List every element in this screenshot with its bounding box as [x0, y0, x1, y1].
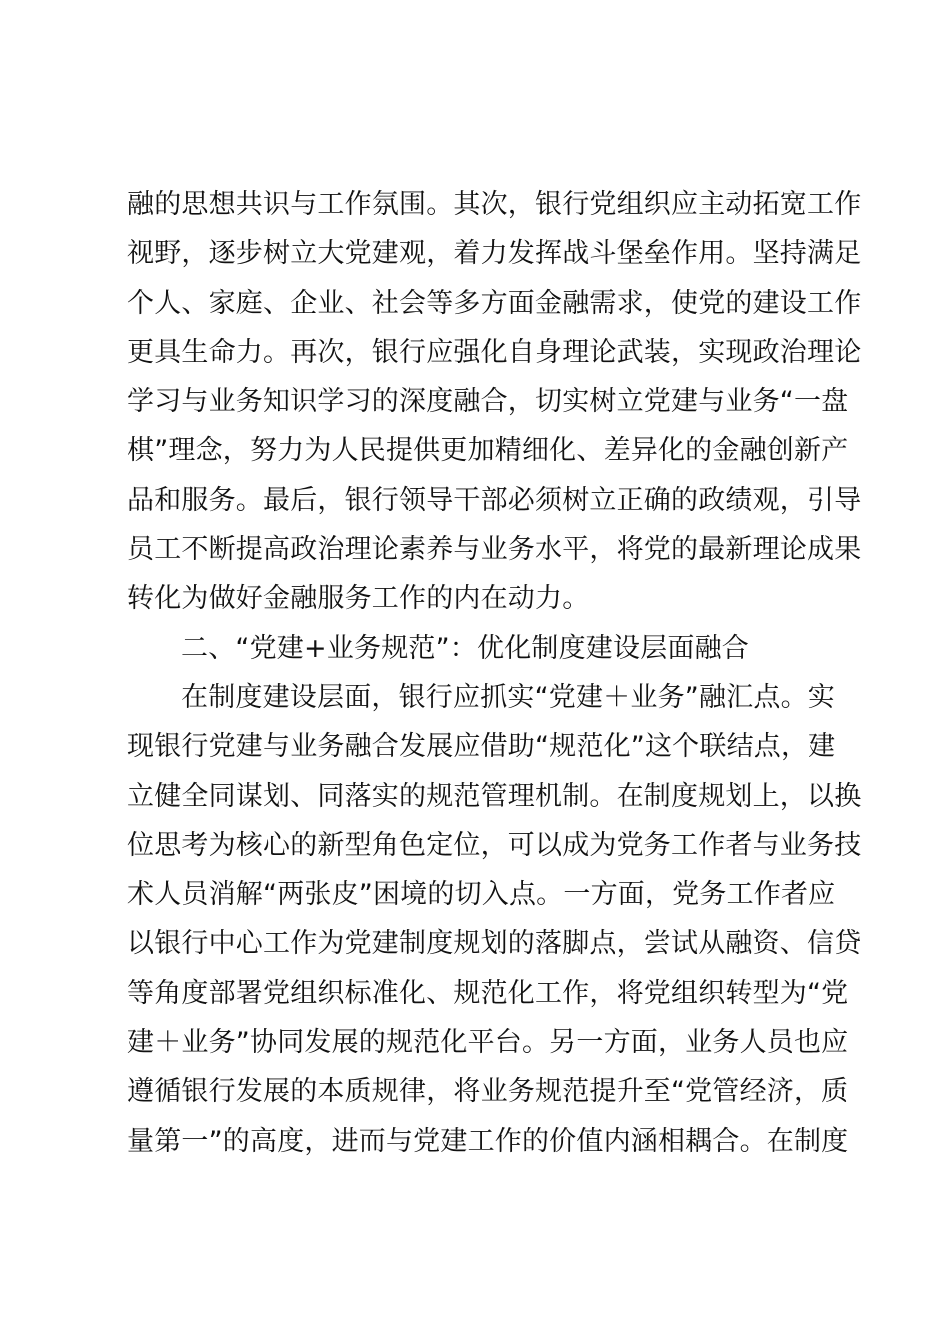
body-text — [127, 180, 862, 1166]
text-line: 视野，逐步树立大党建观，着力发挥战斗堡垒作用。坚持满足 — [127, 238, 862, 270]
text-line: 位思考为核心的新型角色定位，可以成为党务工作者与业务技 — [127, 829, 862, 861]
text-line: 更具生命力。再次，银行应强化自身理论武装，实现政治理论 — [127, 336, 862, 368]
text-line: 等角度部署党组织标准化、规范化工作，将党组织转型为“党 — [127, 977, 849, 1009]
text-line: 立健全同谋划、同落实的规范管理机制。在制度规划上，以换 — [127, 780, 862, 812]
text-line: 在制度建设层面，银行应抓实“党建＋业务”融汇点。实 — [181, 681, 835, 713]
text-line: 棋”理念，努力为人民提供更加精细化、差异化的金融创新产 — [127, 435, 849, 467]
text-line: 个人、家庭、企业、社会等多方面金融需求，使党的建设工作 — [127, 287, 862, 319]
text-line: 学习与业务知识学习的深度融合，切实树立党建与业务“一盘 — [127, 386, 849, 418]
text-line: 量第一”的高度，进而与党建工作的价值内涵相耦合。在制度 — [127, 1125, 849, 1157]
text-line: 品和服务。最后，银行领导干部必须树立正确的政绩观，引导 — [127, 484, 862, 516]
text-line: 建＋业务”协同发展的规范化平台。另一方面，业务人员也应 — [127, 1027, 849, 1059]
text-line: 现银行党建与业务融合发展应借助“规范化”这个联结点，建 — [127, 731, 836, 763]
text-line: 以银行中心工作为党建制度规划的落脚点，尝试从融资、信贷 — [127, 928, 862, 960]
text-line: 员工不断提高政治理论素养与业务水平，将党的最新理论成果 — [127, 534, 862, 566]
text-line: 转化为做好金融服务工作的内在动力。 — [127, 583, 590, 615]
text-line: 融的思想共识与工作氛围。其次，银行党组织应主动拓宽工作 — [127, 189, 862, 220]
text-line: 遵循银行发展的本质规律，将业务规范提升至“党管经济，质 — [127, 1076, 849, 1108]
text-line: 术人员消解“两张皮”困境的切入点。一方面，党务工作者应 — [127, 879, 836, 911]
section-heading: 二、“党建+业务规范”：优化制度建设层面融合 — [181, 632, 749, 664]
